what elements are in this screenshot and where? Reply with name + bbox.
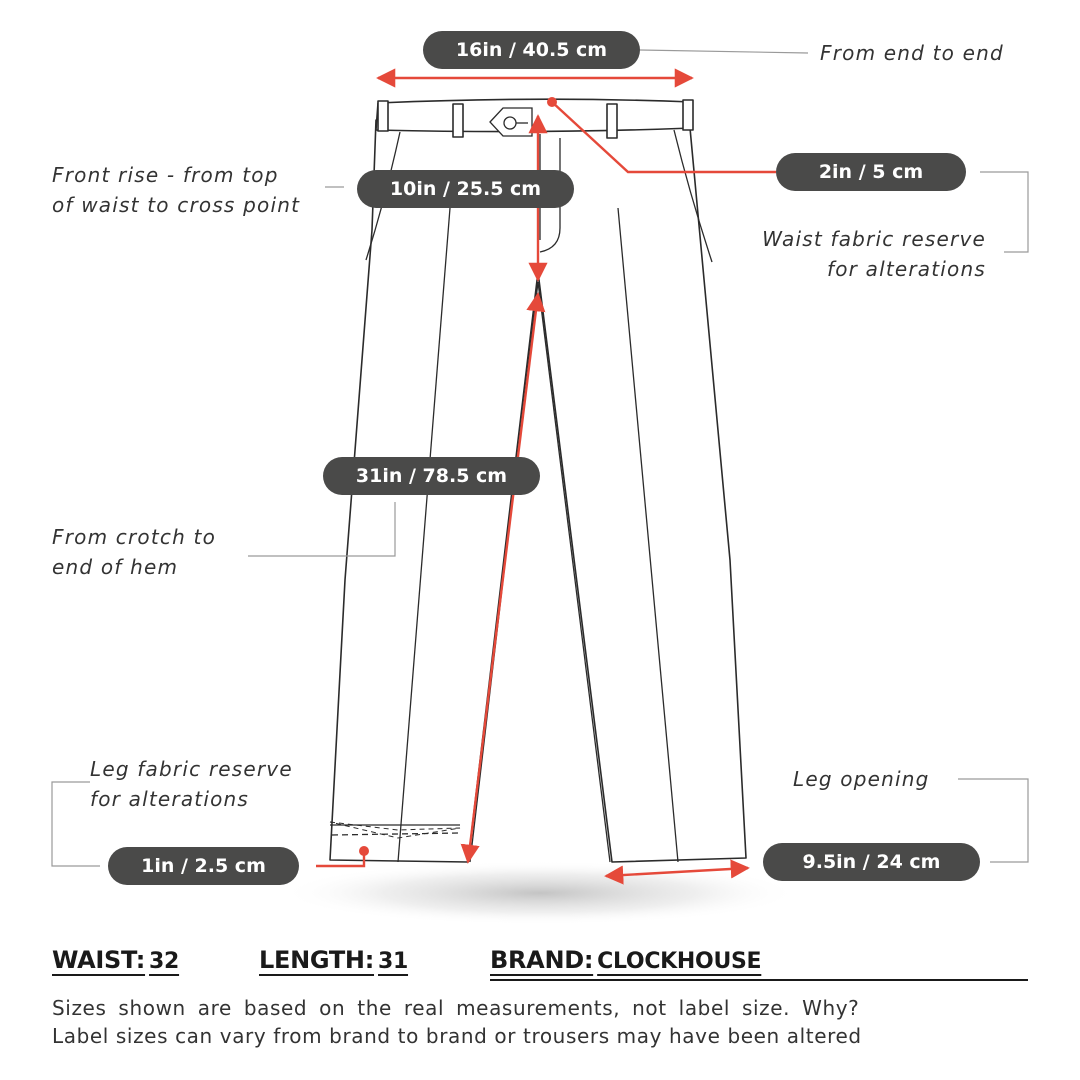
leg-opening-note: Leg opening	[793, 767, 930, 791]
inseam-pill: 31in / 78.5 cm	[323, 457, 540, 495]
inseam-note-line2: end of hem	[52, 555, 179, 579]
brand-underline	[490, 979, 1028, 981]
front-rise-note-line1: Front rise - from top	[52, 163, 279, 187]
spec-waist-value: 32	[149, 949, 180, 974]
front-rise-pill: 10in / 25.5 cm	[357, 170, 574, 208]
inseam-note	[52, 522, 216, 582]
spec-length-label: LENGTH:	[259, 946, 375, 974]
spec-length	[259, 946, 408, 974]
spec-waist-label: WAIST:	[52, 946, 146, 974]
waist-reserve-note-line2: for alterations	[826, 257, 986, 281]
spec-waist	[52, 946, 179, 974]
leg-reserve-note-line2: for alterations	[90, 787, 250, 811]
front-rise-note	[52, 160, 300, 220]
spec-brand	[490, 946, 761, 974]
leg-opening-pill: 9.5in / 24 cm	[763, 843, 980, 881]
spec-brand-label: BRAND:	[490, 946, 594, 974]
leg-reserve-dot	[359, 846, 369, 856]
leg-reserve-pill: 1in / 2.5 cm	[108, 847, 299, 885]
spec-length-value: 31	[378, 949, 409, 974]
disclaimer-line2: Label sizes can vary from brand to brand or trousers may have been altered	[52, 1024, 862, 1048]
waist-reserve-dot	[547, 97, 557, 107]
leg-reserve-note-line1: Leg fabric reserve	[90, 757, 293, 781]
waist-width-note: From end to end	[820, 41, 1004, 65]
waist-reserve-pill: 2in / 5 cm	[776, 153, 966, 191]
waist-reserve-note-line1: Waist fabric reserve	[762, 227, 986, 251]
spec-brand-value: CLOCKHOUSE	[597, 949, 762, 974]
disclaimer-line1: Sizes shown are based on the real measurements, not label size. Why?	[52, 996, 860, 1020]
leg-reserve-note	[90, 754, 293, 814]
waist-width-pill: 16in / 40.5 cm	[423, 31, 640, 69]
inseam-note-line1: From crotch to	[52, 525, 217, 549]
front-rise-note-line2: of waist to cross point	[52, 193, 301, 217]
waist-reserve-note	[762, 224, 986, 284]
